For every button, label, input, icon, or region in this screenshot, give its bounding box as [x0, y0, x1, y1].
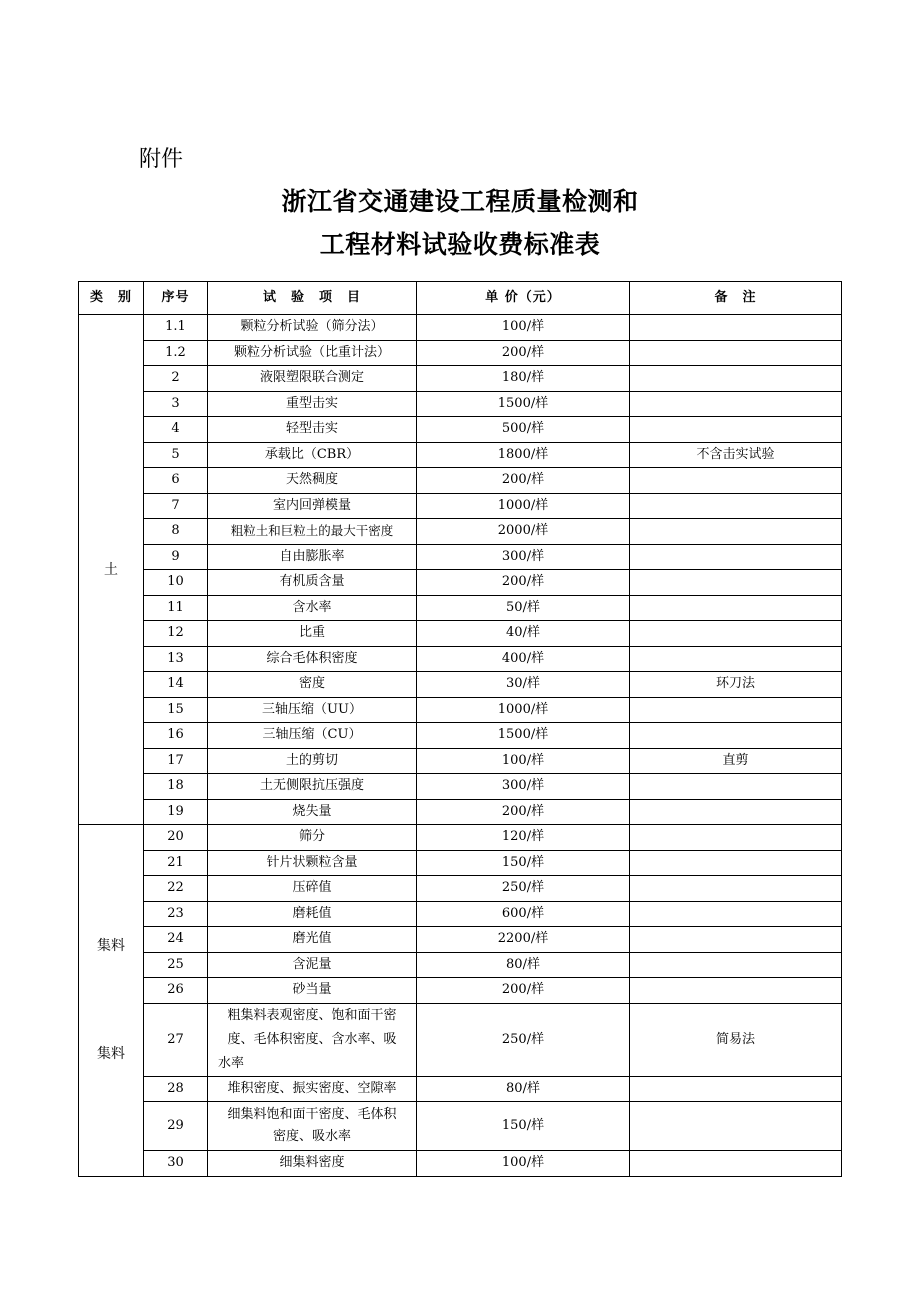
seq-cell: 10 — [144, 570, 208, 596]
remark-cell — [630, 646, 842, 672]
price-cell: 80/样 — [417, 952, 630, 978]
item-cell: 三轴压缩（CU） — [208, 723, 417, 749]
document-title-line-2: 工程材料试验收费标准表 — [319, 230, 601, 259]
price-cell: 150/样 — [417, 1102, 630, 1151]
category-label-aggregate-continued: 集料 — [97, 1046, 125, 1063]
table-row — [79, 927, 842, 953]
remark-cell — [630, 544, 842, 570]
table-row — [79, 876, 842, 902]
item-cell: 粗粒土和巨粒土的最大干密度 — [208, 519, 417, 545]
remark-cell — [630, 927, 842, 953]
table-row — [79, 1076, 842, 1102]
seq-cell: 1.1 — [144, 315, 208, 341]
table-row — [79, 621, 842, 647]
item-cell: 细集料密度 — [208, 1151, 417, 1177]
remark-cell — [630, 978, 842, 1004]
table-row — [79, 1151, 842, 1177]
seq-cell: 13 — [144, 646, 208, 672]
remark-cell — [630, 697, 842, 723]
table-row — [79, 825, 842, 851]
remark-cell: 不含击实试验 — [630, 442, 842, 468]
remark-cell — [630, 468, 842, 494]
price-cell: 250/样 — [417, 876, 630, 902]
price-cell: 50/样 — [417, 595, 630, 621]
price-cell: 200/样 — [417, 978, 630, 1004]
price-cell: 200/样 — [417, 340, 630, 366]
seq-cell: 7 — [144, 493, 208, 519]
item-line: 密度、吸水率 — [272, 1129, 351, 1144]
document-title-line-1: 浙江省交通建设工程质量检测和 — [281, 187, 639, 216]
seq-cell: 29 — [144, 1102, 208, 1151]
price-cell: 180/样 — [417, 366, 630, 392]
seq-cell: 8 — [144, 519, 208, 545]
item-cell: 轻型击实 — [208, 417, 417, 443]
price-cell: 250/样 — [417, 1003, 630, 1076]
table-header-row — [79, 282, 842, 315]
table-row — [79, 850, 842, 876]
seq-cell: 18 — [144, 774, 208, 800]
column-header-seq: 序号 — [144, 282, 208, 315]
item-cell: 土的剪切 — [208, 748, 417, 774]
table-row — [79, 570, 842, 596]
seq-cell: 5 — [144, 442, 208, 468]
item-cell: 磨耗值 — [208, 901, 417, 927]
price-cell: 500/样 — [417, 417, 630, 443]
table-row — [79, 774, 842, 800]
price-cell: 1500/样 — [417, 391, 630, 417]
table-row — [79, 697, 842, 723]
price-cell: 1800/样 — [417, 442, 630, 468]
seq-cell: 23 — [144, 901, 208, 927]
table-row — [79, 799, 842, 825]
table-row — [79, 723, 842, 749]
category-label-aggregate: 集料 — [97, 938, 125, 955]
remark-cell: 简易法 — [630, 1003, 842, 1076]
item-cell: 含水率 — [208, 595, 417, 621]
item-cell: 密度 — [208, 672, 417, 698]
table-row — [79, 468, 842, 494]
item-cell: 自由膨胀率 — [208, 544, 417, 570]
column-header-price: 单 价（元） — [417, 282, 630, 315]
remark-cell — [630, 570, 842, 596]
item-cell — [208, 1003, 417, 1076]
seq-cell: 26 — [144, 978, 208, 1004]
column-header-remark: 备 注 — [630, 282, 842, 315]
item-line: 水率 — [218, 1055, 245, 1071]
remark-cell — [630, 621, 842, 647]
seq-cell: 2 — [144, 366, 208, 392]
price-cell: 300/样 — [417, 774, 630, 800]
remark-cell — [630, 493, 842, 519]
table-row — [79, 952, 842, 978]
seq-cell: 24 — [144, 927, 208, 953]
table-row — [79, 544, 842, 570]
item-cell: 土无侧限抗压强度 — [208, 774, 417, 800]
price-cell: 80/样 — [417, 1076, 630, 1102]
price-cell: 100/样 — [417, 315, 630, 341]
price-cell: 400/样 — [417, 646, 630, 672]
seq-cell: 12 — [144, 621, 208, 647]
category-cell-aggregate — [79, 825, 144, 1177]
item-cell: 有机质含量 — [208, 570, 417, 596]
price-cell: 600/样 — [417, 901, 630, 927]
seq-cell: 11 — [144, 595, 208, 621]
seq-cell: 9 — [144, 544, 208, 570]
category-cell-soil: 土 — [79, 315, 144, 825]
table-row — [79, 978, 842, 1004]
table-row — [79, 417, 842, 443]
item-cell: 颗粒分析试验（筛分法） — [208, 315, 417, 341]
table-row — [79, 442, 842, 468]
fee-standard-table — [78, 281, 842, 1177]
seq-cell: 25 — [144, 952, 208, 978]
item-cell: 液限塑限联合测定 — [208, 366, 417, 392]
item-cell: 烧失量 — [208, 799, 417, 825]
item-cell: 综合毛体积密度 — [208, 646, 417, 672]
table-row — [79, 1003, 842, 1076]
seq-cell: 17 — [144, 748, 208, 774]
seq-cell: 1.2 — [144, 340, 208, 366]
table-row — [79, 595, 842, 621]
seq-cell: 16 — [144, 723, 208, 749]
seq-cell: 4 — [144, 417, 208, 443]
remark-cell — [630, 519, 842, 545]
item-cell — [208, 1102, 417, 1151]
remark-cell — [630, 723, 842, 749]
seq-cell: 30 — [144, 1151, 208, 1177]
column-header-category: 类 别 — [79, 282, 144, 315]
price-cell: 30/样 — [417, 672, 630, 698]
table-row — [79, 748, 842, 774]
seq-cell: 28 — [144, 1076, 208, 1102]
price-cell: 1500/样 — [417, 723, 630, 749]
table-row — [79, 366, 842, 392]
seq-cell: 6 — [144, 468, 208, 494]
seq-cell: 22 — [144, 876, 208, 902]
seq-cell: 15 — [144, 697, 208, 723]
remark-cell — [630, 417, 842, 443]
seq-cell: 14 — [144, 672, 208, 698]
item-cell: 承载比（CBR） — [208, 442, 417, 468]
table-row — [79, 519, 842, 545]
remark-cell — [630, 825, 842, 851]
item-cell: 压碎值 — [208, 876, 417, 902]
price-cell: 1000/样 — [417, 697, 630, 723]
table-row — [79, 340, 842, 366]
price-cell: 300/样 — [417, 544, 630, 570]
price-cell: 120/样 — [417, 825, 630, 851]
price-cell: 150/样 — [417, 850, 630, 876]
table-row — [79, 1102, 842, 1151]
seq-cell: 20 — [144, 825, 208, 851]
item-cell: 比重 — [208, 621, 417, 647]
table-row — [79, 901, 842, 927]
price-cell: 200/样 — [417, 799, 630, 825]
remark-cell — [630, 850, 842, 876]
remark-cell — [630, 391, 842, 417]
remark-cell — [630, 1076, 842, 1102]
remark-cell: 环刀法 — [630, 672, 842, 698]
item-cell: 天然稠度 — [208, 468, 417, 494]
seq-cell: 27 — [144, 1003, 208, 1076]
price-cell: 2200/样 — [417, 927, 630, 953]
item-cell: 针片状颗粒含量 — [208, 850, 417, 876]
remark-cell — [630, 1102, 842, 1151]
item-cell: 三轴压缩（UU） — [208, 697, 417, 723]
item-cell: 砂当量 — [208, 978, 417, 1004]
remark-cell — [630, 366, 842, 392]
price-cell: 200/样 — [417, 468, 630, 494]
item-line: 细集料饱和面干密度、毛体积 — [227, 1107, 397, 1122]
table-row — [79, 493, 842, 519]
price-cell: 2000/样 — [417, 519, 630, 545]
table-row — [79, 315, 842, 341]
table-row — [79, 646, 842, 672]
price-cell: 100/样 — [417, 748, 630, 774]
attachment-label: 附件 — [139, 147, 184, 172]
price-cell: 100/样 — [417, 1151, 630, 1177]
remark-cell — [630, 1151, 842, 1177]
remark-cell — [630, 315, 842, 341]
item-line: 粗集料表观密度、饱和面干密 — [227, 1007, 397, 1023]
remark-cell — [630, 340, 842, 366]
item-cell: 含泥量 — [208, 952, 417, 978]
remark-cell — [630, 901, 842, 927]
remark-cell — [630, 876, 842, 902]
table-row — [79, 672, 842, 698]
item-cell: 重型击实 — [208, 391, 417, 417]
remark-cell: 直剪 — [630, 748, 842, 774]
column-header-item: 试 验 项 目 — [208, 282, 417, 315]
seq-cell: 19 — [144, 799, 208, 825]
price-cell: 40/样 — [417, 621, 630, 647]
price-cell: 200/样 — [417, 570, 630, 596]
item-cell: 堆积密度、振实密度、空隙率 — [208, 1076, 417, 1102]
item-line: 度、毛体积密度、含水率、吸 — [227, 1031, 397, 1047]
remark-cell — [630, 595, 842, 621]
item-cell: 室内回弹模量 — [208, 493, 417, 519]
item-cell: 磨光值 — [208, 927, 417, 953]
remark-cell — [630, 774, 842, 800]
item-cell: 颗粒分析试验（比重计法） — [208, 340, 417, 366]
remark-cell — [630, 952, 842, 978]
table-row — [79, 391, 842, 417]
seq-cell: 3 — [144, 391, 208, 417]
price-cell: 1000/样 — [417, 493, 630, 519]
item-cell: 筛分 — [208, 825, 417, 851]
seq-cell: 21 — [144, 850, 208, 876]
remark-cell — [630, 799, 842, 825]
